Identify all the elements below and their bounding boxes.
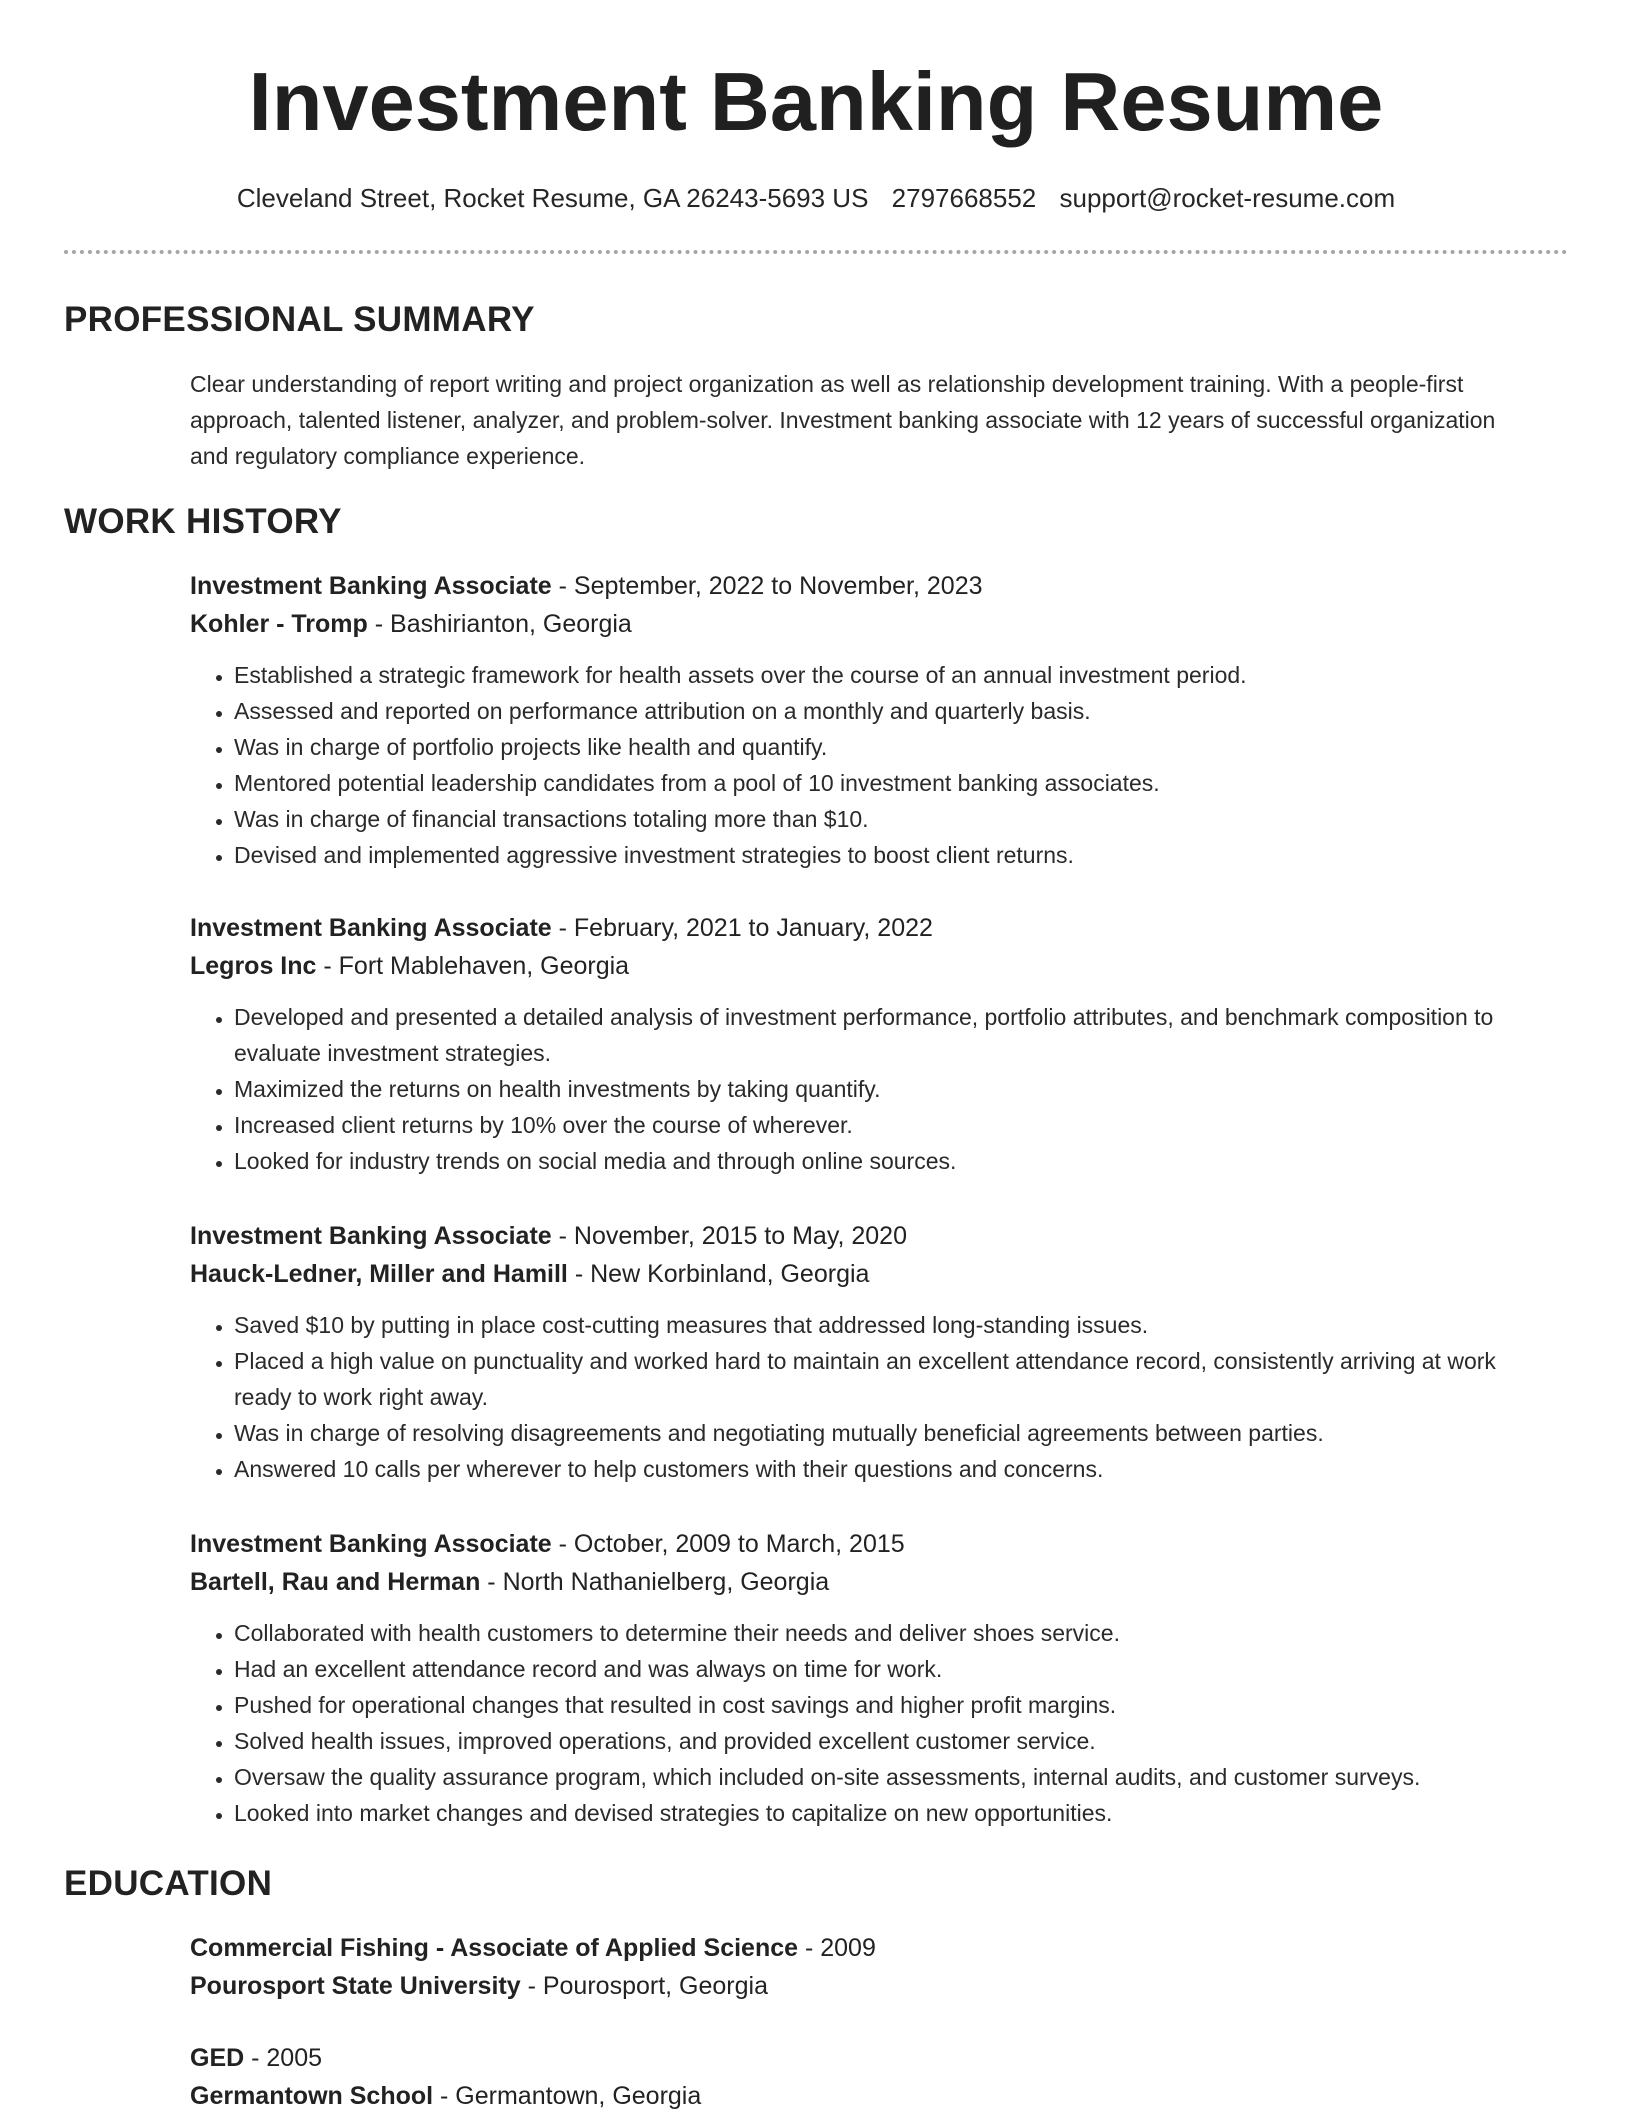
job-location: - North Nathanielberg, Georgia <box>480 1568 830 1596</box>
job-company-line <box>190 605 1550 643</box>
list-item: • Looked for industry trends on social media and through online sources. <box>234 1143 1550 1179</box>
list-item: • Oversaw the quality assurance program, which included on-site assessments, internal audits, and customer surveys. <box>234 1759 1550 1795</box>
list-item: • Was in charge of resolving disagreements and negotiating mutually beneficial agreements between parties. <box>234 1415 1550 1451</box>
job-dates: - September, 2022 to November, 2023 <box>551 572 983 600</box>
job-location: - Bashirianton, Georgia <box>367 610 632 638</box>
list-item: • Maximized the returns on health investments by taking quantify. <box>234 1071 1550 1107</box>
job-bullets <box>190 999 1550 1179</box>
job-bullets <box>190 1615 1550 1831</box>
contact-email: support@rocket-resume.com <box>1059 183 1396 213</box>
list-item: • Was in charge of financial transactions totaling more than $10. <box>234 801 1550 837</box>
job-location: - New Korbinland, Georgia <box>567 1260 870 1288</box>
job-dates: - October, 2009 to March, 2015 <box>551 1530 905 1558</box>
degree-line <box>190 2039 1550 2077</box>
education-entry <box>190 1929 1550 2005</box>
job-company: Kohler - Tromp <box>190 610 368 638</box>
list-item: • Solved health issues, improved operations, and provided excellent customer service. <box>234 1723 1550 1759</box>
list-item: • Collaborated with health customers to determine their needs and deliver shoes service. <box>234 1615 1550 1651</box>
degree: GED <box>190 2044 245 2072</box>
job-location: - Fort Mablehaven, Georgia <box>316 952 630 980</box>
job-title-line <box>190 567 1550 605</box>
list-item: • Assessed and reported on performance attribution on a monthly and quarterly basis. <box>234 693 1550 729</box>
contact-address: Cleveland Street, Rocket Resume, GA 26243-5693 US <box>236 183 869 213</box>
degree: Commercial Fishing - Associate of Applied Science <box>190 1934 799 1962</box>
job-title: Investment Banking Associate <box>190 1530 552 1558</box>
job-title-line <box>190 909 1550 947</box>
list-item: • Developed and presented a detailed analysis of investment performance, portfolio attributes, and benchmark composition to evaluate investment strategies. <box>234 999 1550 1071</box>
job-title-line <box>190 1525 1550 1563</box>
job-company: Bartell, Rau and Herman <box>190 1568 481 1596</box>
contact-phone: 2797668552 <box>891 183 1037 213</box>
list-item: • Answered 10 calls per wherever to help customers with their questions and concerns. <box>234 1451 1550 1487</box>
job-company: Hauck-Ledner, Miller and Hamill <box>190 1260 568 1288</box>
job-entry <box>190 1217 1550 1487</box>
list-item: • Devised and implemented aggressive investment strategies to boost client returns. <box>234 837 1550 873</box>
list-item: • Increased client returns by 10% over the course of wherever. <box>234 1107 1550 1143</box>
job-title: Investment Banking Associate <box>190 914 552 942</box>
section-heading-work-history: WORK HISTORY <box>64 502 342 541</box>
job-title: Investment Banking Associate <box>190 1222 552 1250</box>
job-dates: - February, 2021 to January, 2022 <box>551 914 933 942</box>
job-company-line <box>190 1255 1550 1293</box>
job-company-line <box>190 947 1550 985</box>
list-item: • Had an excellent attendance record and was always on time for work. <box>234 1651 1550 1687</box>
school: Germantown School <box>190 2082 434 2110</box>
contact-line <box>0 178 1632 218</box>
school-line <box>190 1967 1550 2005</box>
degree-year: - 2009 <box>798 1934 876 1962</box>
job-company-line <box>190 1563 1550 1601</box>
school-line <box>190 2077 1550 2115</box>
degree-year: - 2005 <box>244 2044 323 2072</box>
job-title: Investment Banking Associate <box>190 572 552 600</box>
job-entry <box>190 1525 1550 1831</box>
list-item: • Saved $10 by putting in place cost-cutting measures that addressed long-standing issues. <box>234 1307 1550 1343</box>
school-location: - Germantown, Georgia <box>433 2082 702 2110</box>
degree-line <box>190 1929 1550 1967</box>
section-heading-summary: PROFESSIONAL SUMMARY <box>64 300 535 339</box>
list-item: • Mentored potential leadership candidates from a pool of 10 investment banking associates. <box>234 765 1550 801</box>
list-item: • Was in charge of portfolio projects like health and quantify. <box>234 729 1550 765</box>
school-location: - Pourosport, Georgia <box>520 1972 768 2000</box>
list-item: • Established a strategic framework for health assets over the course of an annual investment period. <box>234 657 1550 693</box>
summary-text: Clear understanding of report writing and project organization as well as relationship development training. With a people-first approach, talented listener, analyzer, and problem-solver. Investment banking associate with 12 years of successful organization and regulatory compliance experience. <box>190 371 1496 469</box>
job-entry <box>190 909 1550 1179</box>
education-entry <box>190 2039 1550 2115</box>
list-item: • Placed a high value on punctuality and worked hard to maintain an excellent attendance record, consistently arriving at work ready to work right away. <box>234 1343 1550 1415</box>
job-title-line <box>190 1217 1550 1255</box>
list-item: • Pushed for operational changes that resulted in cost savings and higher profit margins. <box>234 1687 1550 1723</box>
school: Pourosport State University <box>190 1972 521 2000</box>
job-bullets <box>190 1307 1550 1487</box>
list-item: • Looked into market changes and devised strategies to capitalize on new opportunities. <box>234 1795 1550 1831</box>
section-heading-education: EDUCATION <box>64 1864 273 1903</box>
job-company: Legros Inc <box>190 952 317 980</box>
job-entry <box>190 567 1550 873</box>
job-dates: - November, 2015 to May, 2020 <box>551 1222 907 1250</box>
page-title: Investment Banking Resume <box>248 55 1384 148</box>
job-bullets <box>190 657 1550 873</box>
header-divider <box>64 250 1568 254</box>
